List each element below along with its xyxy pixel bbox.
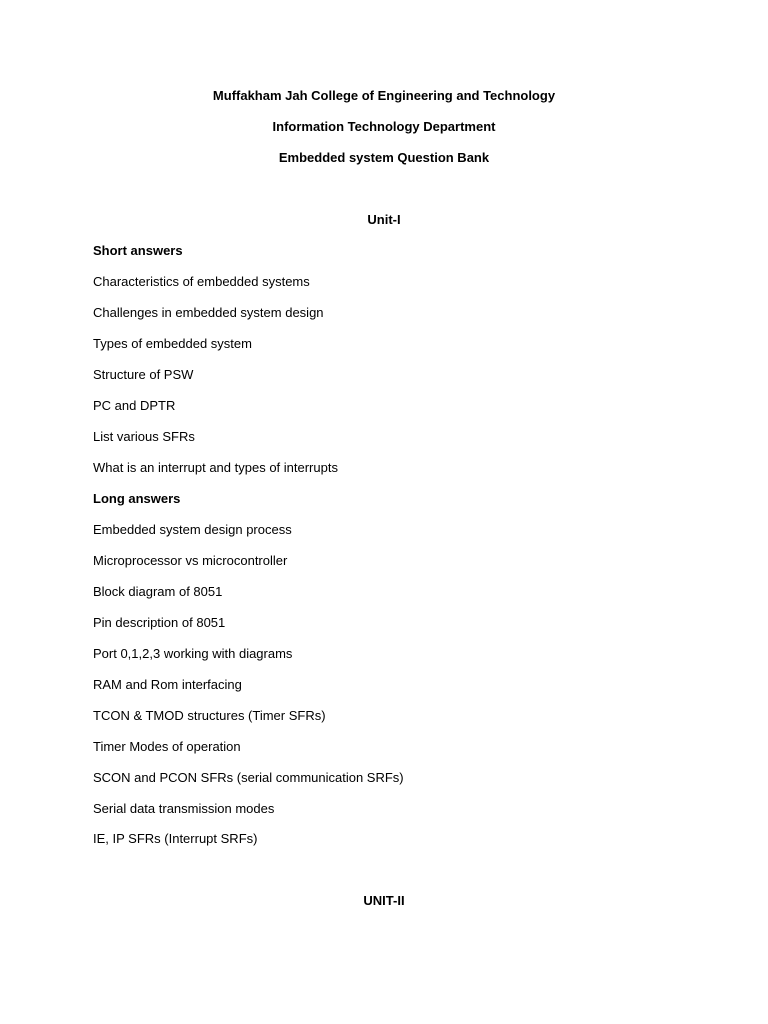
long-question-item: SCON and PCON SFRs (serial communication SRFs) xyxy=(93,770,404,785)
long-question-item: Embedded system design process xyxy=(93,522,292,537)
long-question-item: Pin description of 8051 xyxy=(93,615,226,630)
short-question-item: List various SFRs xyxy=(93,429,195,444)
long-question-item: TCON & TMOD structures (Timer SFRs) xyxy=(93,708,326,723)
department-name: Information Technology Department xyxy=(272,119,496,134)
short-question-item: Characteristics of embedded systems xyxy=(93,274,310,289)
long-question-item: Serial data transmission modes xyxy=(93,801,275,816)
long-question-item: Microprocessor vs microcontroller xyxy=(93,553,288,568)
short-answers-heading: Short answers xyxy=(93,243,183,258)
long-question-item: Port 0,1,2,3 working with diagrams xyxy=(93,646,293,661)
long-answers-heading: Long answers xyxy=(93,491,181,506)
long-question-item: RAM and Rom interfacing xyxy=(93,677,242,692)
long-question-item: IE, IP SFRs (Interrupt SRFs) xyxy=(93,831,258,846)
short-question-item: Structure of PSW xyxy=(93,367,194,382)
unit-2-heading: UNIT-II xyxy=(363,893,405,908)
college-name: Muffakham Jah College of Engineering and Technology xyxy=(212,88,556,103)
unit-1-heading: Unit-I xyxy=(367,212,401,227)
long-question-item: Block diagram of 8051 xyxy=(93,584,223,599)
short-question-item: Types of embedded system xyxy=(93,336,252,351)
short-question-item: Challenges in embedded system design xyxy=(93,305,324,320)
short-question-item: PC and DPTR xyxy=(93,398,176,413)
short-question-item: What is an interrupt and types of interrupts xyxy=(93,460,338,475)
long-question-item: Timer Modes of operation xyxy=(93,739,241,754)
document-title: Embedded system Question Bank xyxy=(278,150,490,165)
